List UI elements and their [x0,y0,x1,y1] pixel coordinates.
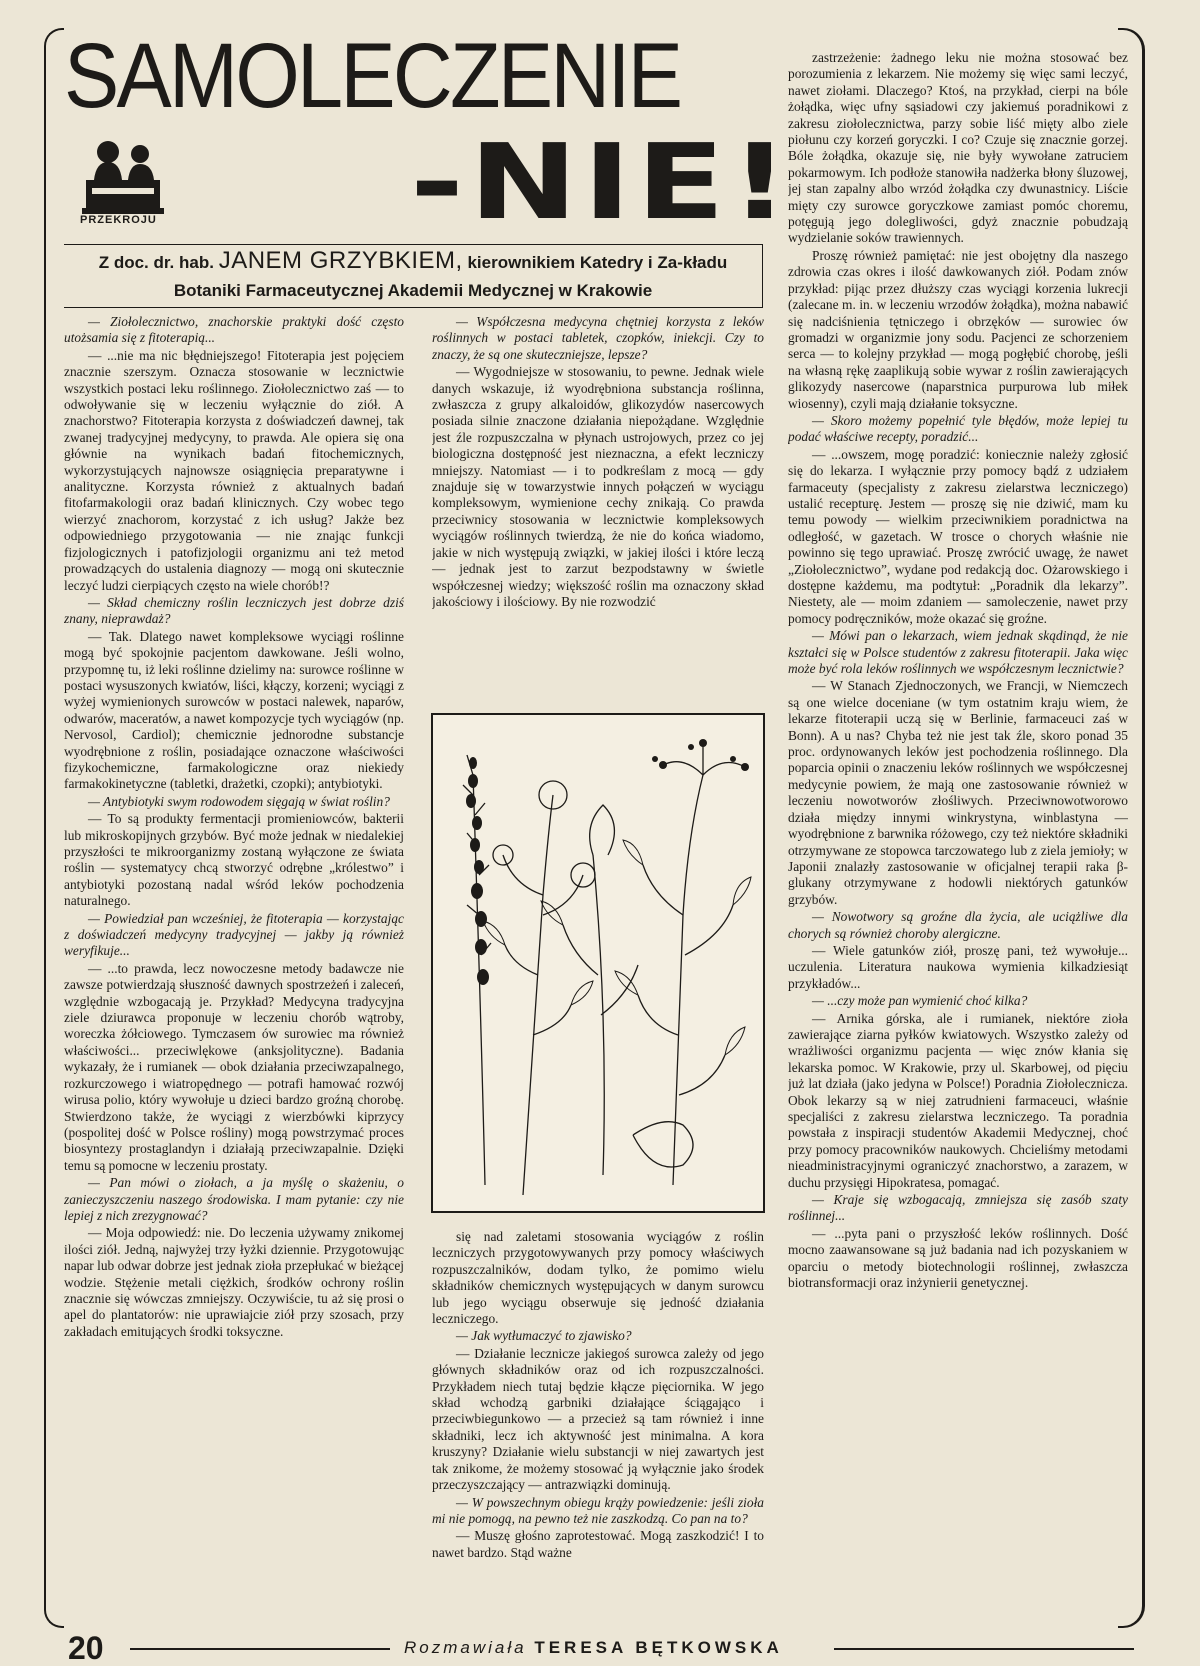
interview-question: — Mówi pan o lekarzach, wiem jednak skądinąd, że nie kształci się w Polsce studentów z zakresu fitoterapii. Jaka więc może być rola leków roślinnych we współczesnym lecznictwie? [788,628,1128,677]
interview-answer: — W Stanach Zjednoczonych, we Francji, w Niemczech są one wielce doceniane (w tym ostatnim kraju wiem, że lekarze fitoterapii uczą się w Berlinie, farmaceuci zaś w Bonn). A u nas? Chyba też nie jest tak źle, skoro ponad 35 proc. ordynowanych leków jest pochodzenia roślinnego. Dla poparcia opinii o znaczeniu leków roślinnych we współczesnej medycynie powiem, że mają one zastosowanie również w leczeniu nowotworów złośliwych. Przeciwnowotworowo działa między innymi winkrystyna, winblastyna — wyodrębnione z barwnika różowego, czy też niektóre składniki otrzymywane ze stopowca tarczowatego lub z ziela jemioły; w Japonii znalazły zastosowanie w oficjalnej terapii raka β-glukany otrzymywane z hodowli niektórych gatunków grzybów. [788,678,1128,907]
interview-answer: — ...pyta pani o przyszłość leków roślinnych. Dość mocno zaawansowane są już badania nad ich pozyskaniem w oparciu o metody biotechnologii roślinnej, zwłaszcza biotransformacji oraz inżynierii genetycznej. [788,1225,1128,1291]
byline-name: JANEM GRZYBKIEM, [218,247,463,274]
interview-answer: — Arnika górska, ale i rumianek, niektóre zioła zawierające ziarna pyłków kwiatowych. Wszystko zależy od wrażliwości organizmu pacjenta — więc znów kłania się lekarska pomoc. W Krakowie, przy ul. Skarbowej, od pięciu już lat działa (jako jedyna w Polsce!) Poradnia Ziołolecznicza. Obok lekarzy są w niej zatrudnieni farmaceuci, właśnie specjaliści z zakresu zielarstwa leczniczego. Ta poradnia powstała z inspiracji studentów Akademii Medycznej, choć przy pomocy pracowników naukowych. Chcieliśmy metodami nieadministracyjnymi ograniczyć znachorstwo, a zarazem, w duchu przysięgi Hipokratesa, pomagać. [788,1010,1128,1190]
interview-answer: — Wiele gatunków ziół, proszę pani, też wywołuje... uczulenia. Literatura naukowa wymienia kilkadziesiąt przykładów... [788,942,1128,991]
interview-question: — Skoro możemy popełnić tyle błędów, może lepiej tu podać właściwe recepty, poradzić... [788,412,1128,445]
page-number: 20 [68,1630,104,1666]
interview-answer: — Moja odpowiedź: nie. Do leczenia używamy znikomej ilości ziół. Jedną, najwyżej trzy łyżki dziennie. Przygotowując napar lub odwar dobrze jest jednak zioła przepłukać w bieżącej wodzie. Stężenie metali ciężkich, środków ochrony roślin znacznie się wówczas zmniejszy. Oczywiście, tu aż się prosi o apel do plantatorów: nie uprawiajcie ziół przy szosach, przy zakładach emitujących środki toksyczne. [64,1225,404,1339]
article-column-2-top [432,314,764,706]
interview-answer: Proszę również pamiętać: nie jest obojętny dla naszego zdrowia czas okres i ilość dawkowanych ziół. Podam znów przykład: pijąc przez dłuższy czas wyciągi korzenia lukrecji (zalecane m. in. w leczeniu wrzodów żołądka), można nabawić się nadciśnienia tętniczego i obrzęków — surowiec ów gromadzi w organizmie jony sodu. Pacjenci ze schorzeniem serca — to kolejny przykład — mogą pogłębić chorobę, jeśli na własną rękę zaaplikują sobie wywar z roślin zawierających glikozydy nasercowe (naparstnica purpurowa lub miłek wiosenny), czyli mają działanie toksyczne. [788,247,1128,411]
interview-answer: — Muszę głośno zaprotestować. Mogą zaszkodzić! I to nawet bardzo. Stąd ważne [432,1528,764,1560]
interview-answer: — Wygodniejsze w stosowaniu, to pewne. Jednak wiele danych wskazuje, iż wyodrębniona substancja roślinna, zwłaszcza z grupy alkaloidów, glikozydów nasercowych posiada silnie znaczone działania niepożądane. Względnie jest źle rozpuszczalna w płynach ustrojowych, przez co jej biologiczna dostępność jest nieznaczna, a efekt leczniczy mniejszy. Natomiast — i to podkreślam z mocą — gdy znajduje się w towarzystwie innych połączeń w wyciągu kompleksowym, wymienione cechy znikają. Co prawda przeciwnicy stosowania w lecznictwie kompleksowych wyciągów roślinnych twierdzą, że nie do końca wiadomo, jakie w nich występują związki, w jakiej ilości i które leczą — jednak jest to zarzut bezpodstawny w świetle współczesnej wiedzy; większość roślin ma oznaczony skład jakościowy i ilościowy. By nie rozwodzić [432,364,764,609]
article-column-3 [788,50,1128,1619]
interview-answer: — ...nie ma nic błędniejszego! Fitoterapia jest pojęciem znacznie szerszym. Oznacza stosowanie w lecznictwie wszystkich postaci leku roślinnego. Ziołolecznictwo zaś — to odwoływanie się w leczeniu wyłącznie do ziół. A znachorstwo? Fitoterapia korzysta z doświadczeń dawnej, tak zwanej tradycyjnej medycyny, to prawda. Ale opiera się ona głównie na wynikach badań fitochemicznych, wykorzystujących najnowsze osiągnięcia preparatywne i analityczne. Korzysta również z aktualnych badań fitofarmakologii oraz badań klinicznych. Czy wobec tego wierzyć znachorom, korzystać z ich usług? Jakże bez odpowiedniego przygotowania — nie znając funkcji fizjologicznych i patofizjologii organizmu ani też metod prowadzących do ustalenia diagnozy — mogą oni skutecznie leczyć ludzi cierpiących często na wiele chorób!? [64,347,404,593]
credit-prefix: Rozmawiała [404,1638,527,1657]
przekroj-logo-icon [78,132,168,224]
article-column-1 [64,314,404,1619]
interview-question: — Powiedział pan wcześniej, że fitoterapia — korzystając z doświadczeń medycyny tradycyjnej — jakby ją również weryfikuje... [64,910,404,959]
interview-answer: — Działanie lecznicze jakiegoś surowca zależy od jego głównych składników oraz od ich rozpuszczalności. Przykładem niech tutaj będzie kłącze pięciornika. W jego skład wchodzą garbniki działające ściągająco i przeciwbiegunkowo — a przecież są tam również i inne składniki, lecz ich aktywność jest minimalna. A kora kruszyny? Działanie wielu substancji w niej zawartych jest tak znikome, że możemy stosować ją wyłącznie jako środek przeczyszczający — antrazwiązki dominują. [432,1345,764,1493]
page-frame-left [44,28,64,1628]
footer-rule-right [834,1648,1134,1650]
interview-answer: — Tak. Dlatego nawet kompleksowe wyciągi roślinne mogą być spokojnie pacjentom dawkowane. Jeśli wolno, przypomnę tu, iż leki roślinne dzielimy na: surowce roślinne w postaci wysuszonych kwiatów, liści, kłączy, korzeni; wyciągi z wyżej wymienionych surowców w postaci nalewek, naparów, odwarów, maceratów, a nawet kompozycje tych wyciągów (np. Nervosol, Cardiol); chemicznie jednorodne substancje wyodrębnione z roślin, posiadające oznaczone właściwości fizykochemiczne, farmakologiczne oraz niekiedy farmakokinetyczne (tabletki, drażetki, czopki); antybiotyki. [64,628,404,792]
interview-answer: — To są produkty fermentacji promieniowców, bakterii lub mikroskopijnych grzybów. Być może jednak w niedalekiej przyszłości te mikroorganizmy zostaną wyłączone ze świata roślin — systematycy chcą stworzyć odrębne „królestwo” i antybiotyki pozostaną nadal wśród leków pochodzenia naturalnego. [64,811,404,909]
interview-answer: zastrzeżenie: żadnego leku nie można stosować bez porozumienia z lekarzem. Nie możemy się więc sami leczyć, nawet ziołami. Dlaczego? Ktoś, na przykład, cierpi na bóle żołądka, więc ufny sąsiadowi czy jakiemuś poradnikowi z zakresu ziołolecznictwa, parzy sobie liść mięty albo ziele piołunu czy korzeń goryczki. I co? Czuje się znacznie gorzej. Bóle żołądka, okazuje się, nie były wywołane zatruciem pokarmowym. Ich podłoże stanowiła nadżerka błony śluzowej, jej stan zapalny albo wrzód żołądka czy dwunastnicy. Liście mięty czy surowce goryczkowe zamiast pomóc choremu, potęgują jego dolegliwości, gdyż znacznie pobudzają wydzielanie soków trawiennych. [788,50,1128,246]
article-subtitle: -NIE! [410,121,795,243]
footer-rule-left [130,1648,390,1650]
interview-question: — ...czy może pan wymienić choć kilka? [812,993,1028,1009]
herbal-plants-illustration [431,713,765,1213]
interview-question: — Kraje się wzbogacają, zmniejsza się zasób szaty roślinnej... [788,1192,1128,1224]
interview-question: — Współczesna medycyna chętniej korzysta z leków roślinnych w postaci tabletek, czopków, iniekcji. Czy to znaczy, że są one skuteczniejsze, lepsze? [432,314,764,362]
interview-question: — Ziołolecznictwo, znachorskie praktyki dość często utożsamia się z fitoterapią... [64,314,404,346]
interview-answer: — ...to prawda, lecz nowoczesne metody badawcze nie zawsze potwierdzają słuszność dawnych spostrzeżeń i zaleceń, względnie wzbogacają je. Przykład? Medycyna tradycyjna ziele dziurawca proponuje w leczeniu chorób wątroby, woreczka żółciowego. Tymczasem ów surowiec ma również właściwości... przeciwlękowe (anksjolityczne). Badania wykazały, że i rumianek — obok działania przeciwzapalnego, rozkurczowego i wiatropędnego — potrafi hamować rozwój wirusa polio, który wywołuje u dzieci bardzo groźną chorobę. Stwierdzono także, że wyciągi z wierzbówki kiprzycy (pospolitej dość w Polsce rośliny) mogą powstrzymać proces biosyntezy prostaglandyn i działają przeciwzapalnie. Dzięki temu są pomocne w leczeniu prostaty. [64,960,404,1173]
article-column-2-bottom [432,1229,764,1619]
footer-credit [404,1638,783,1658]
interview-question: — Nowotwory są groźne dla życia, ale uciążliwe dla chorych są również choroby alergiczne. [788,909,1128,941]
interview-question: — Antybiotyki swym rodowodem sięgają w świat roślin? [88,793,390,809]
interview-answer: się nad zaletami stosowania wyciągów z roślin leczniczych przygotowywanych przy pomocy właściwych rozpuszczalników, dodam tylko, że pomimo wielu składników chemicznych występujących w danym surowcu lub jego wyciągu obserwuje się jedność działania leczniczego. [432,1229,764,1327]
byline-prefix: Z doc. dr. hab. [98,253,214,272]
interview-question: — Pan mówi o ziołach, a ja myślę o skażeniu, o zanieczyszczeniu naszego środowiska. I mam pytanie: czy nie lepiej z nich zrezygnować? [64,1175,404,1223]
interview-question: — Skład chemiczny roślin leczniczych jest dobrze dziś znany, nieprawdaż? [64,594,404,627]
logo-caption: PRZEKROJU [80,214,157,226]
credit-name: TERESA BĘTKOWSKA [534,1638,783,1657]
byline-rest: kierownikiem Katedry i Za-kładu Botaniki Farmaceutycznej Akademii Medycznej w Krakowie [173,253,728,300]
interview-question: — Jak wytłumaczyć to zjawisko? [456,1328,632,1344]
interview-answer: — ...owszem, mogę poradzić: koniecznie należy zgłosić się do lekarza. I wyłącznie przy pomocy bądź z udziałem farmaceuty (specjalisty z zakresu zielarstwa leczniczego) ustalić recepturę. Jestem — proszę się nie dziwić, mam ku temu powody — wielkim przeciwnikiem poradnictwa na odległość, w gazetach. W trosce o chorych właśnie nie powinno się tego uprawiać. Proszę zwrócić uwagę, że nawet „Ziołolecznictwo”, wydane pod redakcją doc. Ożarowskiego i dostępne każdemu, ma podtytuł: „Poradnik dla lekarzy”. Niestety, ale — moim zdaniem — samoleczenie, nawet przy pomocy podręczników, może okazać się groźne. [788,446,1128,626]
interview-question: — W powszechnym obiegu krąży powiedzenie: jeśli zioła mi nie pomogą, na pewno też nie zaszkodzą. Co pan na to? [432,1494,764,1526]
article-title: SAMOLECZENIE [64,25,681,127]
byline-box [64,244,763,308]
